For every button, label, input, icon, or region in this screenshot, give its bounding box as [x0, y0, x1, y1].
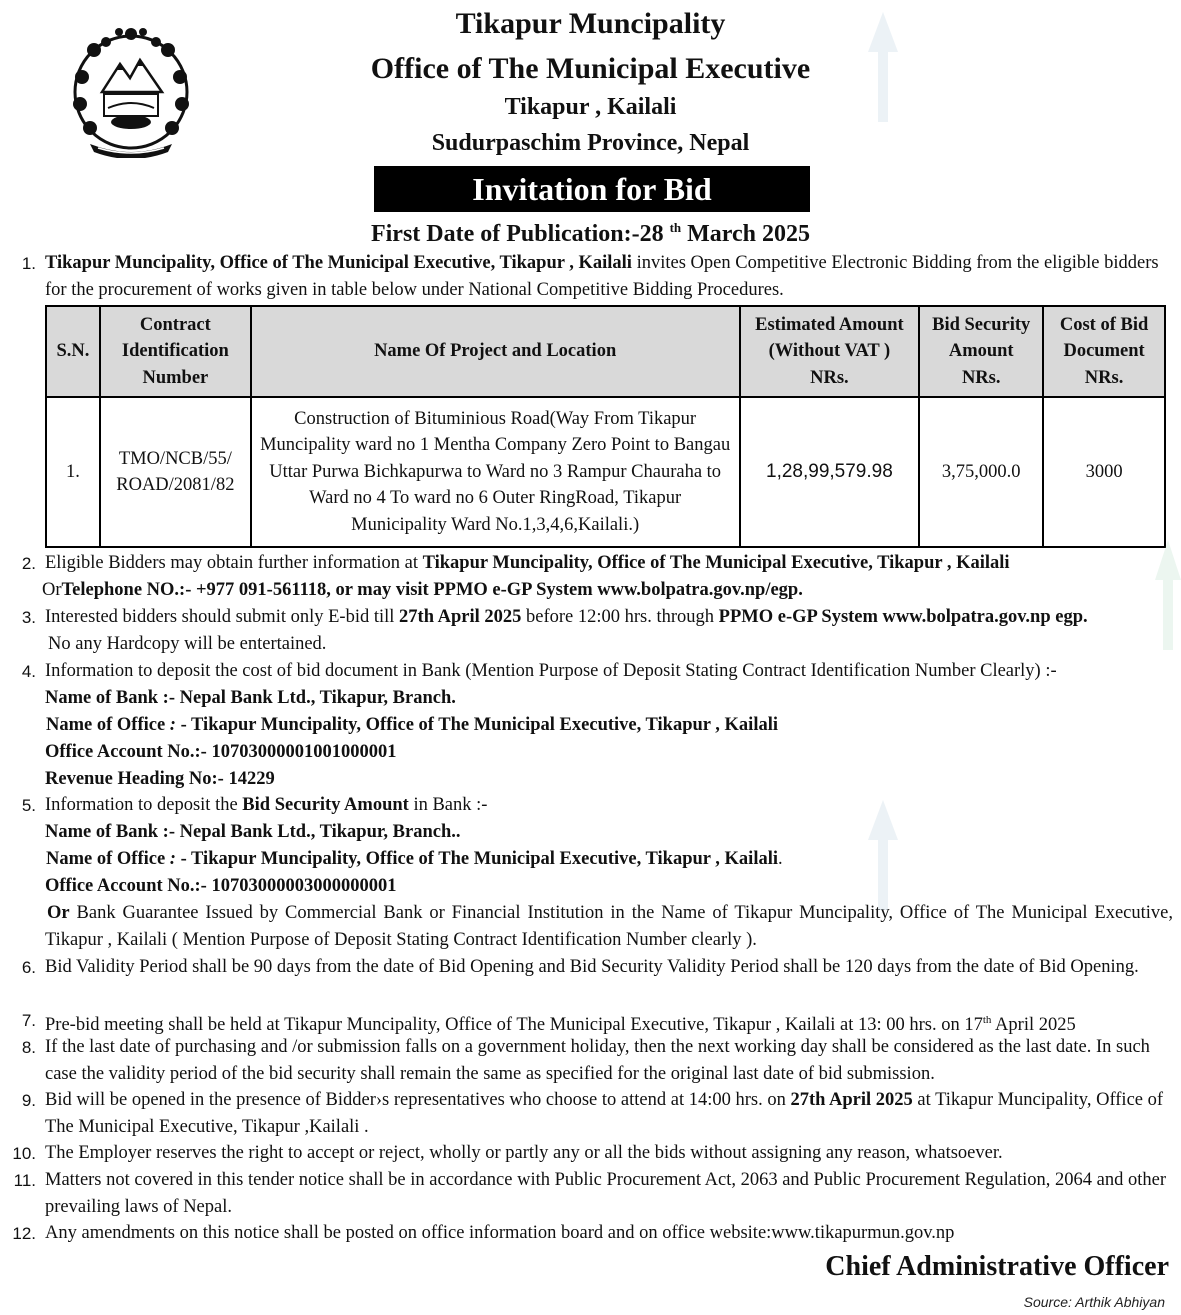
office-location: Tikapur , Kailali	[504, 94, 677, 120]
cell-contract-id: TMO/NCB/55/ ROAD/2081/82	[100, 397, 251, 547]
item-number: 3.	[21, 608, 36, 627]
cell-project: Construction of Bituminious Road(Way From Tikapur Muncipality ward no 1 Mentha Company Zero Point to Bangau Uttar Purwa Bichkapurwa to Ward no 3 Rampur Chauraha to Ward no 4 To ward no 6 Outer RingRoad, Tikapur Municipality Ward No.1,3,4,6,Kailali.)	[251, 397, 740, 547]
cell-bid-document-cost: 3000	[1043, 397, 1165, 547]
item-3-note: No any Hardcopy will be entertained.	[48, 634, 327, 654]
header-sn: S.N.	[46, 306, 100, 397]
item-5-bank: Name of Bank :- Nepal Bank Ltd., Tikapur, Branch..	[45, 822, 461, 842]
item-12: Any amendments on this notice shall be posted on office information board and on office website:www.tikapurmun.gov.np	[45, 1223, 955, 1243]
item-4-revenue: Revenue Heading No:- 14229	[45, 769, 275, 789]
header-bid-security: Bid Security Amount NRs.	[919, 306, 1043, 397]
item-number: 10.	[12, 1144, 36, 1163]
item-number: 11.	[13, 1171, 36, 1190]
item-11: Matters not covered in this tender notice shall be in accordance with Public Procurement Act, 2063 and Public Procurement Regulation, 2064 and other prevailing laws of Nepal.	[45, 1170, 1167, 1217]
cell-estimated-amount: 1,28,99,579.98	[740, 397, 920, 547]
province: Sudurpaschim Province, Nepal	[431, 130, 750, 156]
item-6: Bid Validity Period shall be 90 days from the date of Bid Opening and Bid Security Validity Period shall be 120 days from the date of Bid Opening.	[45, 957, 1139, 977]
item-4-account: Office Account No.:- 10703000001001000001	[45, 742, 397, 762]
item-5-office: Name of Office : - Tikapur Muncipality, Office of The Municipal Executive, Tikapur , Kailali.	[46, 849, 783, 869]
item-number: 7.	[21, 1011, 36, 1030]
item-number: 6.	[21, 958, 36, 977]
item-number: 1.	[21, 254, 36, 273]
item-4-office: Name of Office : - Tikapur Muncipality, Office of The Municipal Executive, Tikapur , Kailali	[46, 715, 778, 735]
item-1: Tikapur Muncipality, Office of The Municipal Executive, Tikapur , Kailali invites Open Competitive Electronic Bidding from the eligible bidders for the procurement of works given in table below under National Competitive Bidding Procedures.	[45, 253, 1159, 300]
municipality-name: Tikapur Muncipality	[455, 7, 726, 40]
header-contract-id: Contract Identification Number	[100, 306, 251, 397]
office-name: Office of The Municipal Executive	[370, 52, 811, 85]
header-project: Name Of Project and Location	[251, 306, 740, 397]
header-estimated-amount: Estimated Amount (Without VAT ) NRs.	[740, 306, 920, 397]
item-2-contact: OrTelephone NO.:- +977 091-561118, or may visit PPMO e-GP System www.bolpatra.gov.np/egp.	[42, 580, 803, 600]
item-8: If the last date of purchasing and /or submission falls on a government holiday, then the next working day shall be considered as the last date. In such case the validity period of the bid security shall remain the same as specified for the original last date of bid submission.	[45, 1037, 1150, 1084]
item-4-bank: Name of Bank :- Nepal Bank Ltd., Tikapur, Branch.	[45, 688, 456, 708]
nepal-government-emblem-icon	[64, 22, 198, 158]
source-credit: Source: Arthik Abhiyan	[1023, 1294, 1165, 1310]
publication-date: First Date of Publication:-28 $^{th}$ March 2025	[370, 220, 811, 247]
item-number: 4.	[21, 662, 36, 681]
table-header-row	[46, 306, 1165, 397]
item-number: 8.	[21, 1038, 36, 1057]
item-5: Information to deposit the Bid Security Amount in Bank :-	[45, 795, 488, 815]
item-number: 2.	[21, 554, 36, 573]
cell-sn: 1.	[46, 397, 100, 547]
item-number: 9.	[21, 1091, 36, 1110]
item-9: Bid will be opened in the presence of Bidder›s representatives who choose to attend at 14:00 hrs. on 27th April 2025 at Tikapur Muncipality, Office of The Municipal Executive, Tikapur ,Kailali .	[45, 1090, 1164, 1137]
item-10: The Employer reserves the right to accept or reject, wholly or partly any or all the bids without assigning any reason, whatsoever.	[45, 1143, 1003, 1163]
item-number: 5.	[21, 796, 36, 815]
header-bid-document-cost: Cost of Bid Document NRs.	[1043, 306, 1165, 397]
signatory-title: Chief Administrative Officer	[825, 1251, 1169, 1282]
item-5-account: Office Account No.:- 10703000003000000001	[45, 876, 397, 896]
item-3: Interested bidders should submit only E-bid till 27th April 2025 before 12:00 hrs. through PPMO e-GP System www.bolpatra.gov.np egp.	[45, 607, 1088, 627]
cell-bid-security: 3,75,000.0	[919, 397, 1043, 547]
notice-title-banner: Invitation for Bid	[374, 166, 810, 212]
works-table	[45, 305, 1166, 548]
item-5-guarantee: Or Bank Guarantee Issued by Commercial Bank or Financial Institution in the Name of Tikapur Muncipality, Office of The Municipal Executive, Tikapur , Kailali ( Mention Purpose of Deposit Stating Contract Identification Number clearly ).	[45, 903, 1173, 950]
table-row	[46, 397, 1165, 547]
item-2: Eligible Bidders may obtain further information at Tikapur Muncipality, Office of The Municipal Executive, Tikapur , Kailali	[45, 553, 1010, 573]
item-7: Pre-bid meeting shall be held at Tikapur Muncipality, Office of The Municipal Executive, Tikapur , Kailali at 13: 00 hrs. on 17th April 2025	[45, 1014, 1076, 1036]
item-number: 12.	[12, 1224, 36, 1243]
item-4: Information to deposit the cost of bid document in Bank (Mention Purpose of Deposit Stating Contract Identification Number Clearly) :-	[45, 661, 1057, 681]
